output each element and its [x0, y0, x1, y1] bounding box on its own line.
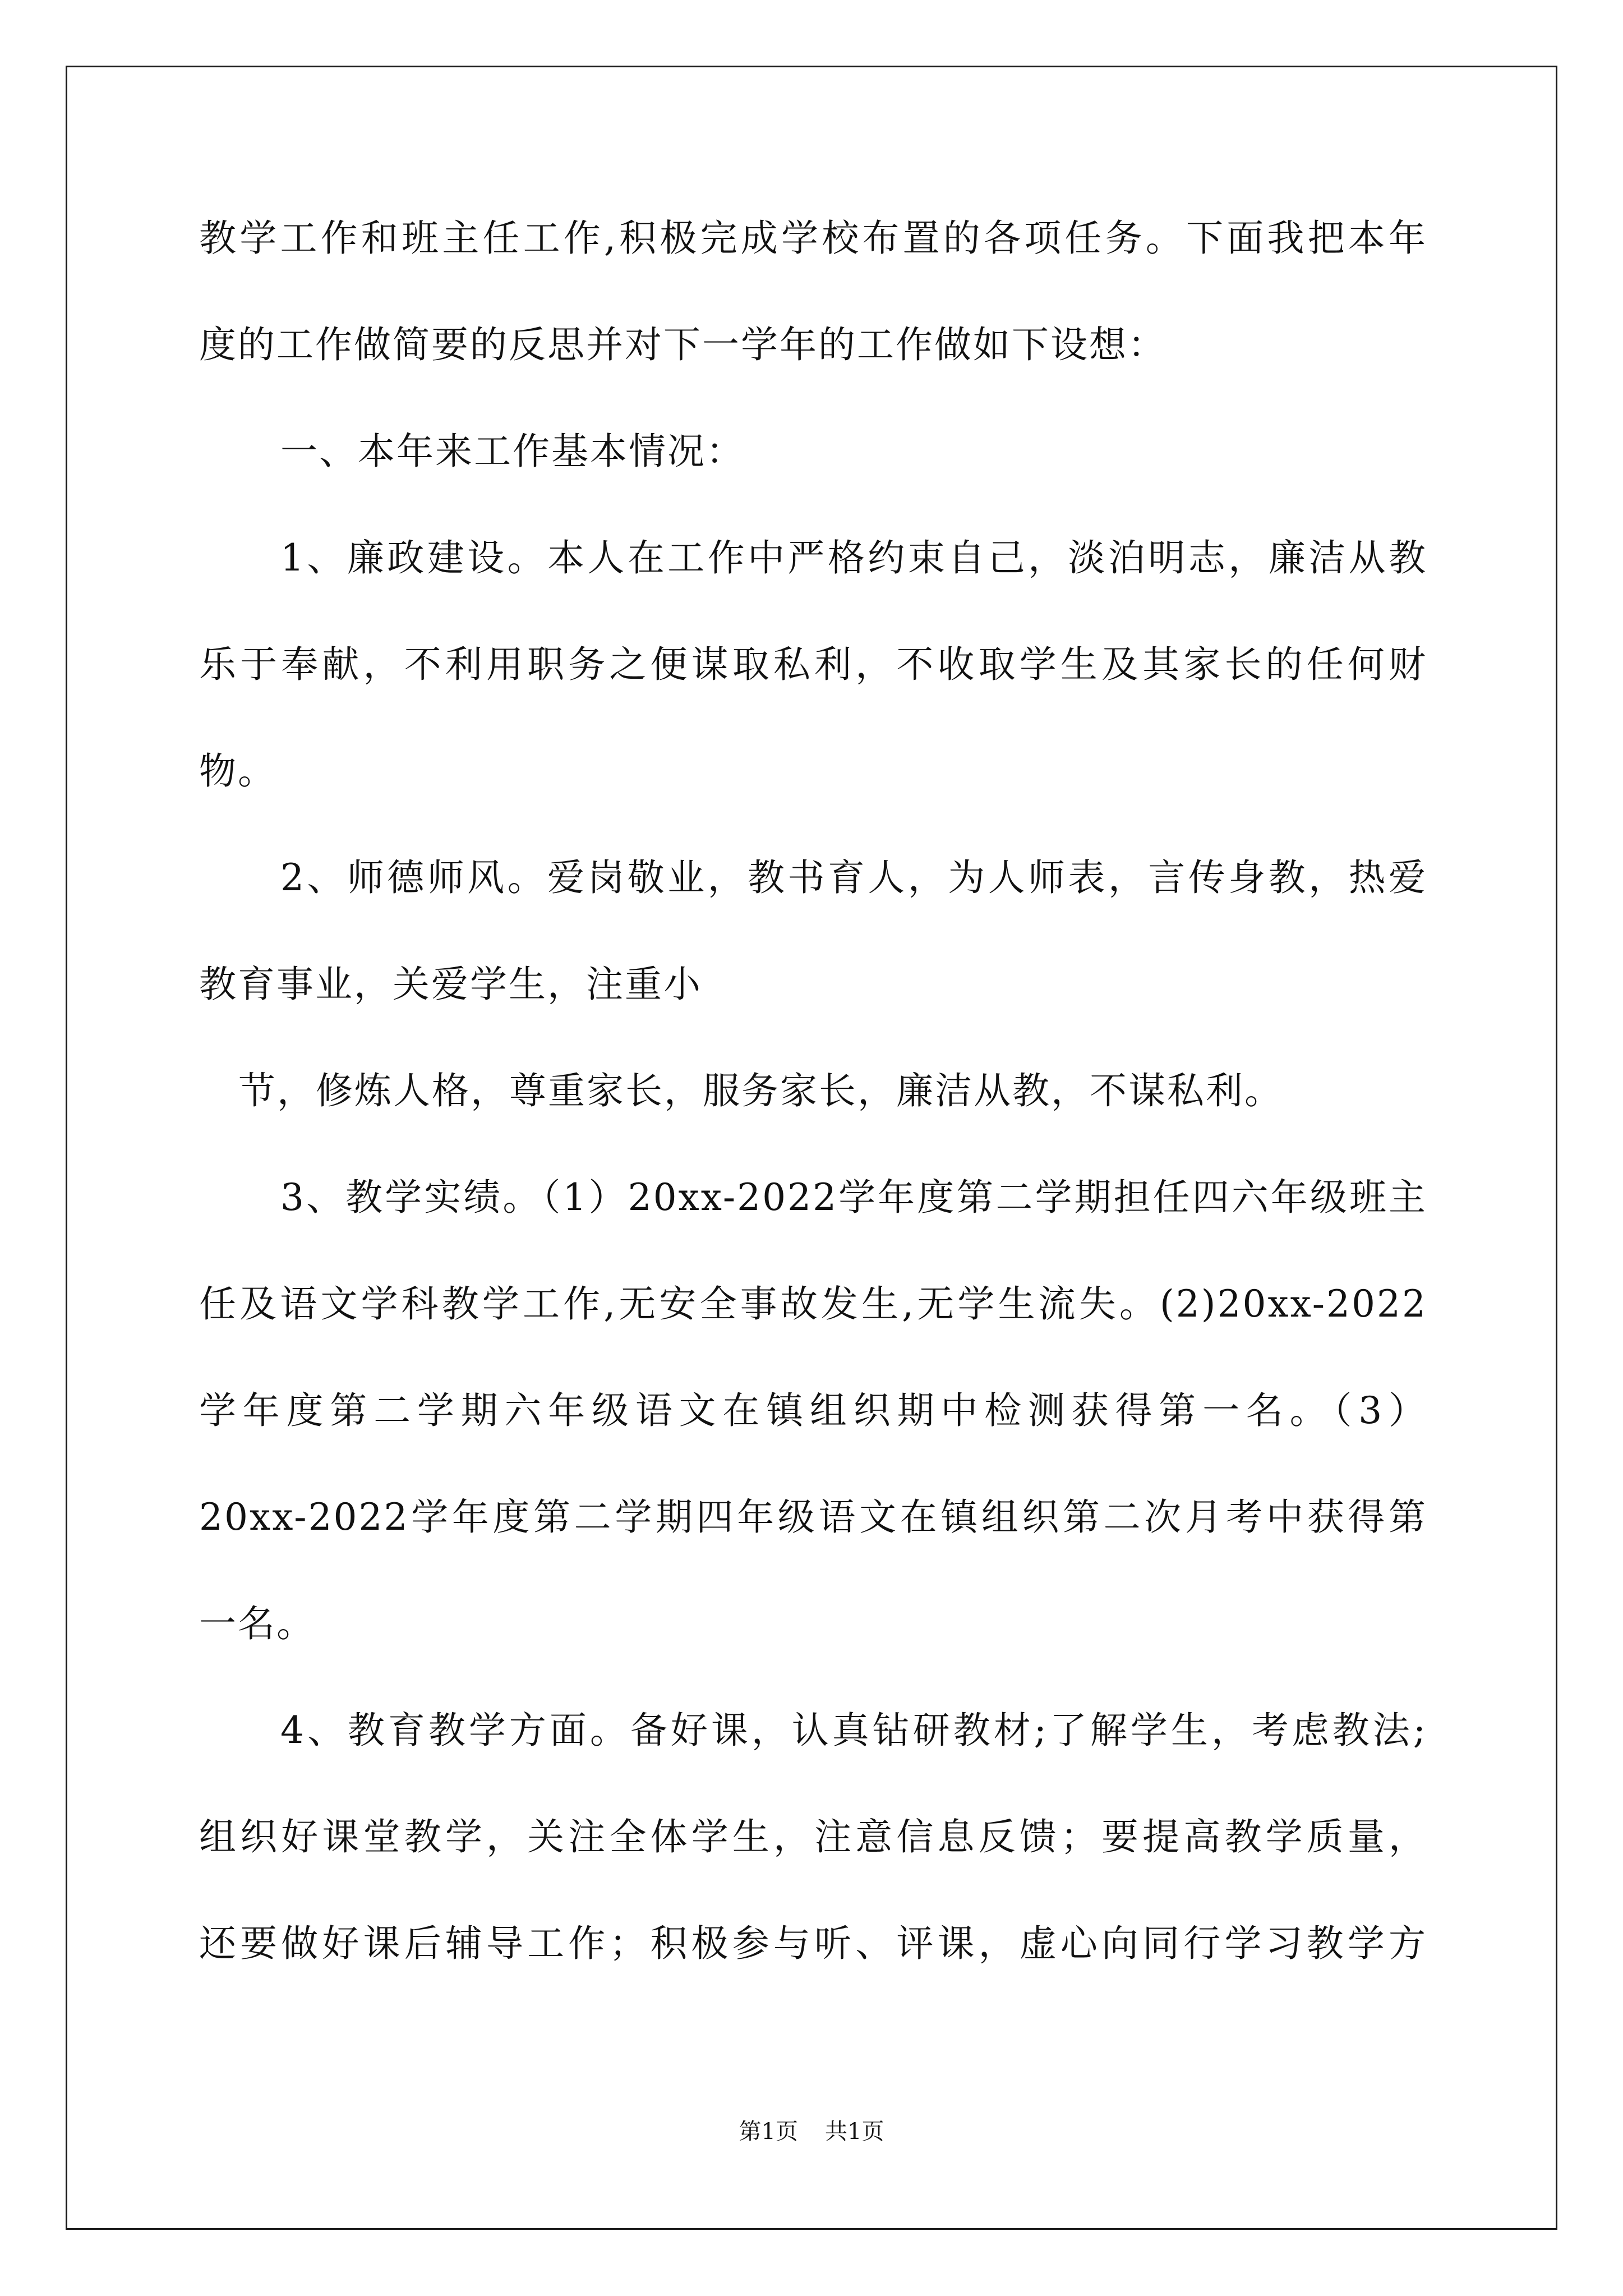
text-line: 任及语文学科教学工作,无安全事故发生,无学生流失。(2)20xx-2022 — [199, 1282, 1427, 1326]
text-line: 3、教学实绩。（1）20xx-2022学年度第二学期担任四六年级班主 — [280, 1176, 1427, 1219]
text-line: 2、师德师风。爱岗敬业，教书育人，为人师表，言传身教，热爱 — [280, 856, 1427, 899]
text-line: 4、教育教学方面。备好课，认真钻研教材;了解学生，考虑教法; — [280, 1709, 1427, 1752]
text-line: 一名。 — [199, 1602, 315, 1645]
text-line: 组织好课堂教学，关注全体学生，注意信息反馈；要提高教学质量， — [199, 1815, 1427, 1858]
text-line: 1、廉政建设。本人在工作中严格约束自己，淡泊明志，廉洁从教 — [280, 536, 1427, 579]
page-number-total: 共1页 — [825, 2119, 884, 2145]
text-line: 教学工作和班主任工作,积极完成学校布置的各项任务。下面我把本年 — [199, 217, 1427, 260]
page-border — [66, 66, 1557, 2230]
text-line: 20xx-2022学年度第二学期四年级语文在镇组织第二次月考中获得第 — [199, 1496, 1427, 1539]
text-line: 乐于奉献，不利用职务之便谋取私利，不收取学生及其家长的任何财 — [199, 643, 1427, 686]
page-number-current: 第1页 — [739, 2119, 798, 2145]
text-line: 物。 — [199, 749, 276, 793]
text-line: 还要做好课后辅导工作；积极参与听、评课，虚心向同行学习教学方 — [199, 1922, 1427, 1965]
text-line: 度的工作做简要的反思并对下一学年的工作做如下设想： — [199, 323, 1166, 366]
section-heading: 一、本年来工作基本情况： — [280, 430, 745, 473]
text-line: 节，修炼人格，尊重家长，服务家长，廉洁从教，不谋私利。 — [238, 1069, 1283, 1112]
page-footer — [0, 2115, 1623, 2148]
text-line: 教育事业，关爱学生，注重小 — [199, 963, 702, 1006]
text-line: 学年度第二学期六年级语文在镇组织期中检测获得第一名。（3） — [199, 1389, 1427, 1432]
